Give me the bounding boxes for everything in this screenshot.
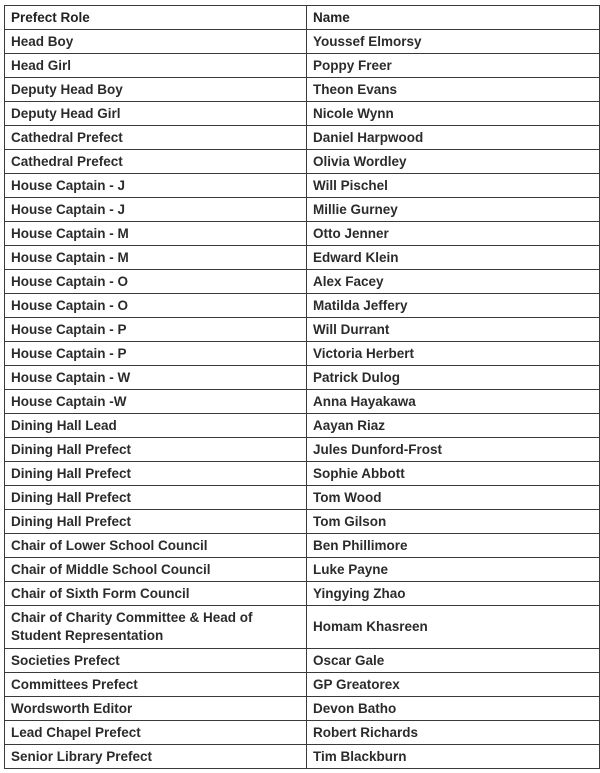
name-cell: Luke Payne xyxy=(307,558,600,582)
table-row xyxy=(5,534,600,558)
name-cell: Aayan Riaz xyxy=(307,414,600,438)
role-cell: Deputy Head Boy xyxy=(5,78,307,102)
role-cell: Senior Library Prefect xyxy=(5,745,307,769)
name-cell: Tom Gilson xyxy=(307,510,600,534)
name-cell: Oscar Gale xyxy=(307,649,600,673)
name-cell: Sophie Abbott xyxy=(307,462,600,486)
role-cell: Chair of Middle School Council xyxy=(5,558,307,582)
table-row xyxy=(5,510,600,534)
role-cell: Lead Chapel Prefect xyxy=(5,721,307,745)
role-cell: Head Boy xyxy=(5,30,307,54)
table-row xyxy=(5,174,600,198)
role-cell: Chair of Lower School Council xyxy=(5,534,307,558)
table-row xyxy=(5,126,600,150)
role-cell: Dining Hall Lead xyxy=(5,414,307,438)
table-row xyxy=(5,606,600,649)
role-cell: House Captain - J xyxy=(5,174,307,198)
table-row xyxy=(5,486,600,510)
table-row xyxy=(5,558,600,582)
name-cell: Tom Wood xyxy=(307,486,600,510)
table-row xyxy=(5,270,600,294)
role-cell: Dining Hall Prefect xyxy=(5,510,307,534)
table-row xyxy=(5,745,600,769)
role-cell: House Captain -W xyxy=(5,390,307,414)
role-cell: House Captain - W xyxy=(5,366,307,390)
table-row xyxy=(5,582,600,606)
role-cell: House Captain - M xyxy=(5,246,307,270)
table-row xyxy=(5,649,600,673)
table-row xyxy=(5,366,600,390)
name-cell: Nicole Wynn xyxy=(307,102,600,126)
name-cell: Alex Facey xyxy=(307,270,600,294)
name-cell: Anna Hayakawa xyxy=(307,390,600,414)
table-row xyxy=(5,721,600,745)
table-row xyxy=(5,673,600,697)
name-cell: GP Greatorex xyxy=(307,673,600,697)
name-cell: Theon Evans xyxy=(307,78,600,102)
name-cell: Tim Blackburn xyxy=(307,745,600,769)
name-cell: Ben Phillimore xyxy=(307,534,600,558)
name-cell: Olivia Wordley xyxy=(307,150,600,174)
role-cell: Committees Prefect xyxy=(5,673,307,697)
table-row xyxy=(5,198,600,222)
table-row xyxy=(5,294,600,318)
name-cell: Victoria Herbert xyxy=(307,342,600,366)
role-cell: Dining Hall Prefect xyxy=(5,486,307,510)
table-row xyxy=(5,697,600,721)
role-cell: Chair of Charity Committee & Head of Student Representation xyxy=(5,606,307,649)
table-row xyxy=(5,54,600,78)
name-cell: Will Durrant xyxy=(307,318,600,342)
role-cell: House Captain - P xyxy=(5,342,307,366)
name-cell: Otto Jenner xyxy=(307,222,600,246)
name-cell: Yingying Zhao xyxy=(307,582,600,606)
header-prefect-role: Prefect Role xyxy=(5,6,307,30)
table-row xyxy=(5,414,600,438)
name-cell: Devon Batho xyxy=(307,697,600,721)
role-cell: House Captain - M xyxy=(5,222,307,246)
name-cell: Patrick Dulog xyxy=(307,366,600,390)
table-row xyxy=(5,318,600,342)
table-row xyxy=(5,342,600,366)
name-cell: Homam Khasreen xyxy=(307,606,600,649)
table-row xyxy=(5,462,600,486)
role-cell: Cathedral Prefect xyxy=(5,150,307,174)
role-cell: House Captain - J xyxy=(5,198,307,222)
name-cell: Matilda Jeffery xyxy=(307,294,600,318)
role-cell: Chair of Sixth Form Council xyxy=(5,582,307,606)
role-cell: House Captain - P xyxy=(5,318,307,342)
role-cell: Dining Hall Prefect xyxy=(5,438,307,462)
role-cell: House Captain - O xyxy=(5,294,307,318)
table-row xyxy=(5,78,600,102)
table-row xyxy=(5,390,600,414)
name-cell: Jules Dunford-Frost xyxy=(307,438,600,462)
header-name: Name xyxy=(307,6,600,30)
name-cell: Will Pischel xyxy=(307,174,600,198)
role-cell: House Captain - O xyxy=(5,270,307,294)
name-cell: Robert Richards xyxy=(307,721,600,745)
table-row xyxy=(5,30,600,54)
role-cell: Cathedral Prefect xyxy=(5,126,307,150)
table-row xyxy=(5,222,600,246)
table-row xyxy=(5,102,600,126)
role-cell: Societies Prefect xyxy=(5,649,307,673)
table-row xyxy=(5,246,600,270)
prefect-table xyxy=(4,5,600,769)
table-row xyxy=(5,438,600,462)
role-cell: Wordsworth Editor xyxy=(5,697,307,721)
role-cell: Head Girl xyxy=(5,54,307,78)
name-cell: Millie Gurney xyxy=(307,198,600,222)
role-cell: Dining Hall Prefect xyxy=(5,462,307,486)
table-header-row xyxy=(5,6,600,30)
name-cell: Daniel Harpwood xyxy=(307,126,600,150)
table-row xyxy=(5,150,600,174)
name-cell: Poppy Freer xyxy=(307,54,600,78)
name-cell: Youssef Elmorsy xyxy=(307,30,600,54)
role-cell: Deputy Head Girl xyxy=(5,102,307,126)
name-cell: Edward Klein xyxy=(307,246,600,270)
